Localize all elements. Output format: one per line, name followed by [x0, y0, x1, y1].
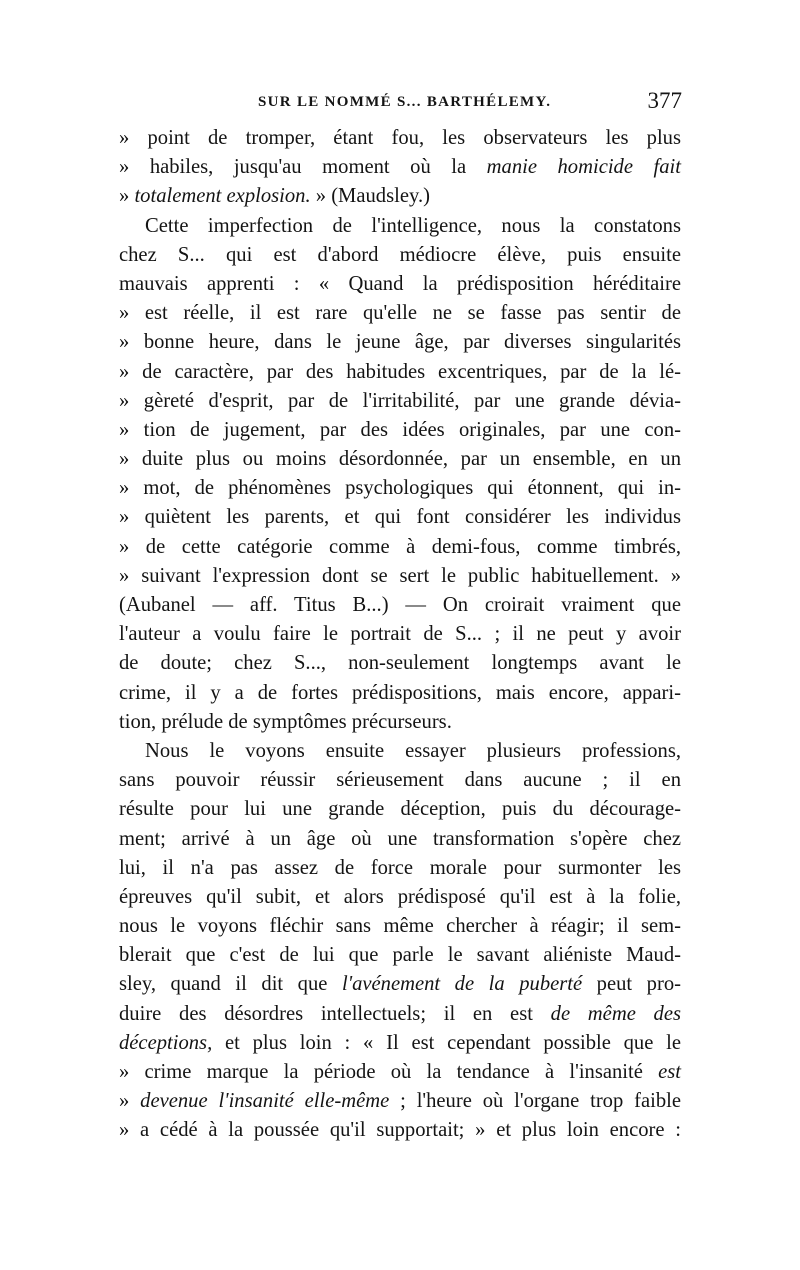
text-line: résulte pour lui une grande déception, puis du décourage-: [119, 798, 681, 821]
text-line: (Aubanel — aff. Titus B...) — On croirait vraiment que: [119, 594, 681, 616]
text-line: blerait que c'est de lui que parle le savant aliéniste Maud-: [119, 944, 681, 967]
text-line: » quiètent les parents, et qui font considérer les individus: [119, 506, 681, 529]
text-line: » tion de jugement, par des idées originales, par une con-: [119, 418, 681, 441]
text-line: Nous le voyons ensuite essayer plusieurs professions,: [145, 739, 681, 762]
text-line: sley, quand il dit que l'avénement de la puberté peut pro-: [119, 973, 681, 996]
text-line: » de caractère, par des habitudes excentriques, par de la lé-: [119, 360, 681, 383]
text-line: » suivant l'expression dont se sert le public habituellement. »: [119, 564, 681, 587]
text-line: » bonne heure, dans le jeune âge, par diverses singularités: [119, 331, 681, 354]
text-line: » a cédé à la poussée qu'il supportait; » et plus loin encore :: [119, 1119, 681, 1142]
text-line: » gèreté d'esprit, par de l'irritabilité, par une grande dévia-: [119, 389, 681, 412]
text-line: de doute; chez S..., non-seulement longtemps avant le: [119, 652, 681, 675]
text-line: » point de tromper, étant fou, les observateurs les plus: [119, 127, 681, 149]
text-line: déceptions, et plus loin : « Il est cependant possible que le: [119, 1031, 681, 1054]
text-line: » duite plus ou moins désordonnée, par un ensemble, en un: [119, 448, 681, 471]
text-line: chez S... qui est d'abord médiocre élève, puis ensuite: [119, 243, 681, 266]
text-line: » de cette catégorie comme à demi-fous, comme timbrés,: [119, 535, 681, 558]
text-line: lui, il n'a pas assez de force morale pour surmonter les: [119, 856, 681, 879]
text-line: » est réelle, il est rare qu'elle ne se fasse pas sentir de: [119, 302, 681, 325]
text-line: tion, prélude de symptômes précurseurs.: [119, 710, 452, 733]
text-line: Cette imperfection de l'intelligence, nous la constatons: [145, 214, 681, 237]
text-line: » crime marque la période où la tendance à l'insanité est: [119, 1061, 681, 1083]
text-line: mauvais apprenti : « Quand la prédisposition héréditaire: [119, 272, 681, 295]
body-text: [119, 124, 681, 1146]
page-number: 377: [647, 88, 682, 113]
text-line: » habiles, jusqu'au moment où la manie homicide fait: [119, 156, 681, 179]
text-line: crime, il y a de fortes prédispositions, mais encore, appari-: [119, 681, 681, 704]
text-line: épreuves qu'il subit, et alors prédisposé qu'il est à la folie,: [119, 885, 681, 908]
text-line: ment; arrivé à un âge où une transformation s'opère chez: [119, 827, 681, 850]
text-line: » mot, de phénomènes psychologiques qui étonnent, qui in-: [119, 477, 681, 500]
text-line: » devenue l'insanité elle-même ; l'heure où l'organe trop faible: [119, 1090, 681, 1113]
text-line: duire des désordres intellectuels; il en est de même des: [119, 1002, 681, 1025]
text-line: l'auteur a voulu faire le portrait de S... ; il ne peut y avoir: [119, 623, 681, 646]
text-line: » totalement explosion. » (Maudsley.): [119, 185, 430, 208]
running-head-title: SUR LE NOMMÉ S... BARTHÉLEMY.: [258, 94, 552, 110]
running-head: [258, 88, 682, 118]
text-line: nous le voyons fléchir sans même chercher à réagir; il sem-: [119, 915, 681, 938]
text-line: sans pouvoir réussir sérieusement dans aucune ; il en: [119, 769, 681, 792]
